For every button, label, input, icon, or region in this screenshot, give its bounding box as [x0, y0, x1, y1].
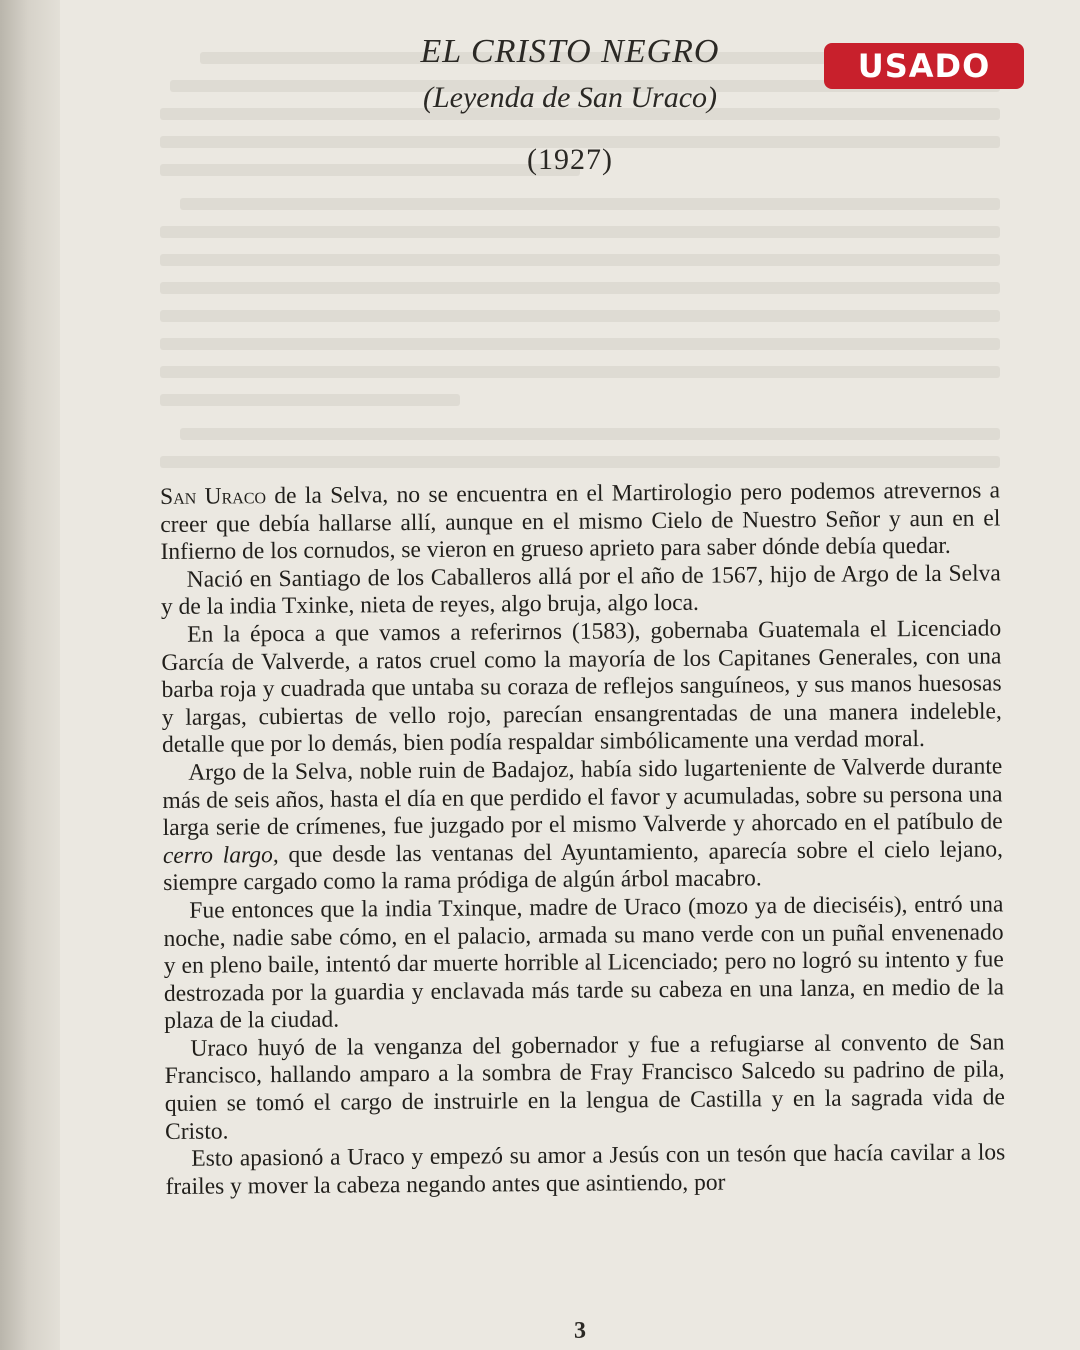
paragraph-4-text-a: Argo de la Selva, noble ruin de Badajoz, había sido lugarteniente de Valverde durante más de seis años, hasta el día en que perdido el favor y acumuladas, sobre su persona una larga serie de crímenes, fue juzgado por el mismo Valverde y ahorcado en el patíbulo de — [162, 753, 1003, 842]
paragraph-1 — [160, 477, 1001, 566]
paragraph-3: En la época a que vamos a referirnos (1583), gobernaba Guatemala el Licenciado García de Valverde, a ratos cruel como la mayoría de los Capitanes Generales, con una barba roja y cuadrada que untaba su coraza de reflejos sanguíneos, y sus manos huesosas y largas, cubiertas de vello rojo, parecían ensangrentadas de una manera indeleble, detalle que por lo demás, bien podía respaldar simbólicamente una verdad moral. — [161, 615, 1002, 759]
opening-smallcaps: San Uraco — [160, 483, 267, 510]
used-badge: USADO — [824, 43, 1024, 89]
paragraph-5: Fue entonces que la india Txinque, madre de Uraco (mozo ya de dieciséis), entró una noche, nadie sabe cómo, en el palacio, armada su mano verde con un puñal envenenado y en pleno baile, intentó dar muerte horrible al Licenciado; pero no logró su intento y fue destrozada por la guardia y enclavada más tarde su cabeza en una lanza, en medio de la plaza de la ciudad. — [163, 891, 1005, 1035]
chapter-subtitle: (Leyenda de San Uraco) — [422, 81, 718, 114]
paragraph-1-text: de la Selva, no se encuentra en el Martirologio pero podemos atrevernos a creer que debía hallarse allí, aunque en el mismo Cielo de Nuestro Señor y aun en el Infierno de los cornudos, se vieron en grueso aprieto para saber dónde debía quedar. — [160, 477, 1001, 566]
paragraph-4-text-b: que desde las ventanas del Ayuntamiento, aparecía sobre el cielo lejano, siempre cargado como la rama pródiga de algún árbol macabro. — [163, 836, 1003, 897]
paragraph-6: Uraco huyó de la venganza del gobernador y fue a refugiarse al convento de San Francisco, hallando amparo a la sombra de Fray Francisco Salcedo su padrino de pila, quien se tomó el cargo de instruirle en la lengua de Castilla y en la sagrada vida de Cristo. — [164, 1029, 1005, 1145]
paragraph-7: Esto apasionó a Uraco y empezó su amor a Jesús con un tesón que hacía cavilar a los frailes y mover la cabeza negando antes que asintiendo, por — [165, 1139, 1006, 1200]
chapter-title: EL CRISTO NEGRO — [420, 33, 720, 70]
page-number: 3 — [574, 1318, 586, 1344]
paragraph-4 — [162, 753, 1003, 898]
body-text — [160, 477, 1006, 1201]
paragraph-2: Nació en Santiago de los Caballeros allá por el año de 1567, hijo de Argo de la Selva y de la india Txinke, nieta de reyes, algo bruja, algo loca. — [160, 560, 1001, 621]
chapter-year: (1927) — [527, 143, 613, 176]
paragraph-4-italic: cerro largo, — [162, 841, 279, 869]
